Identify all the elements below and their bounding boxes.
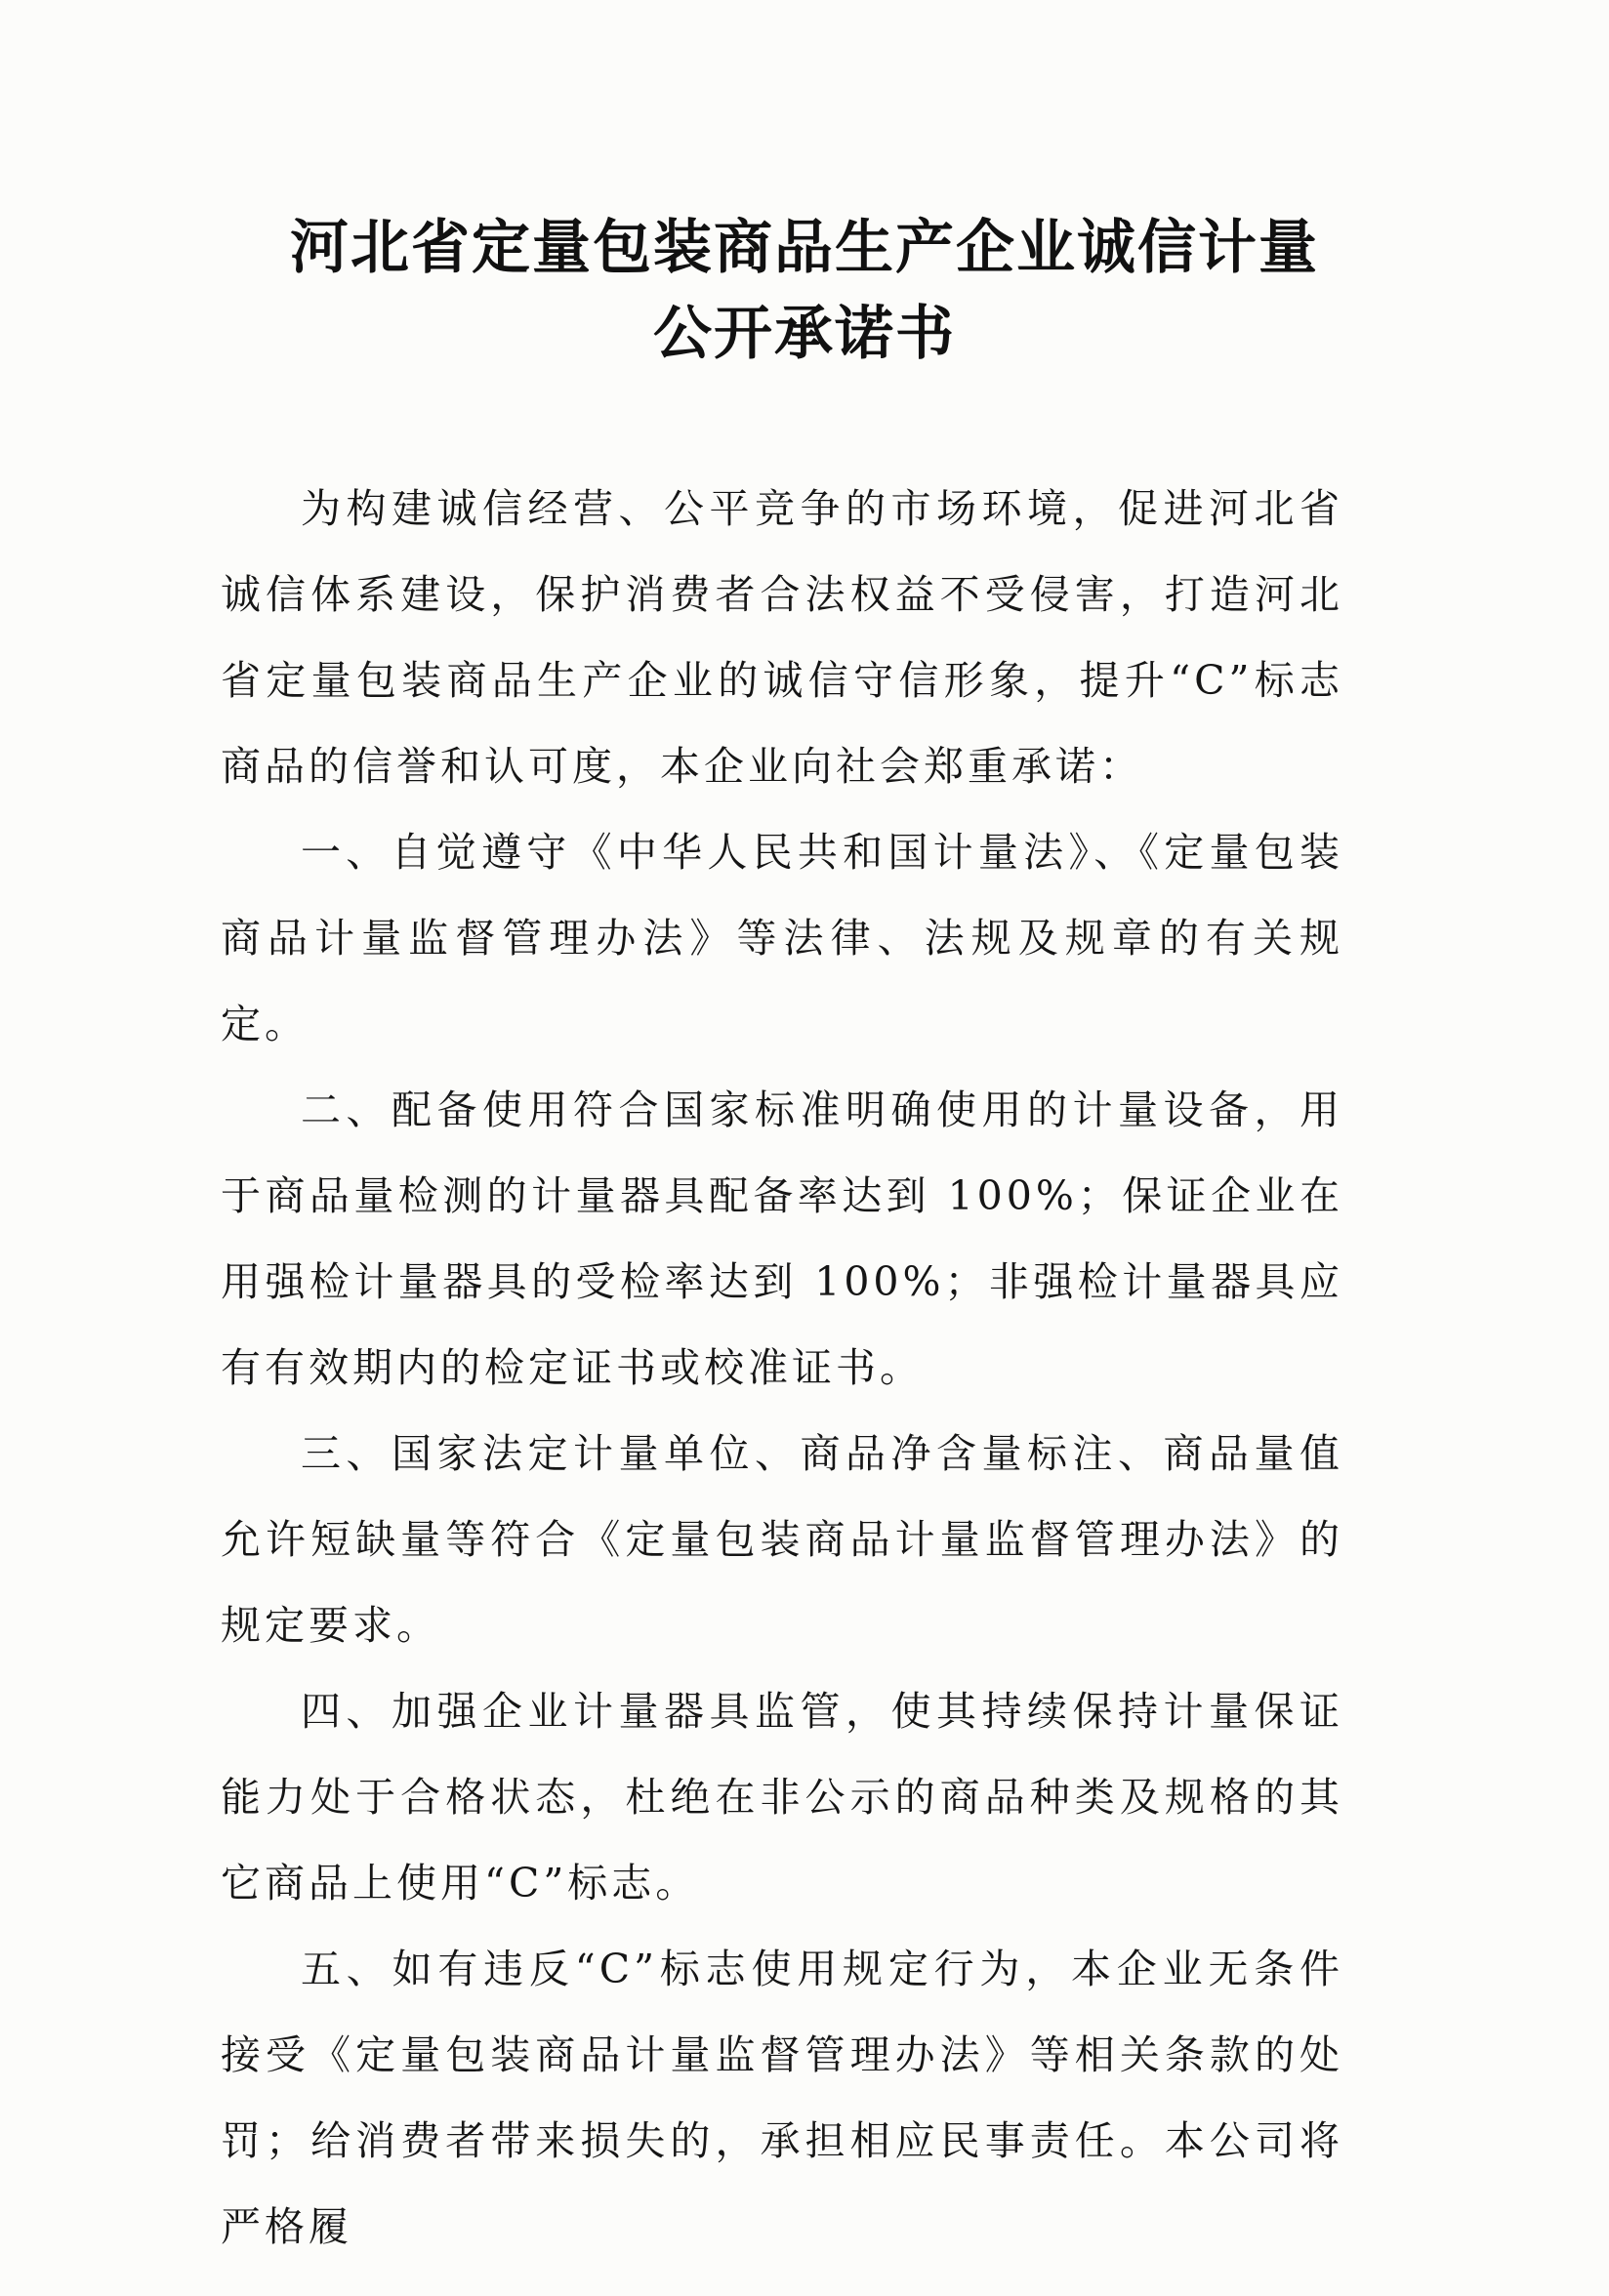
paragraph-item-3: 三、国家法定计量单位、商品净含量标注、商品量值允许短缺量等符合《定量包装商品计量监督管理办法》的规定要求。: [221, 1430, 1343, 1649]
document-title-line2: 公开承诺书: [653, 300, 956, 368]
document-body: [221, 466, 1343, 2270]
paragraph-item-5: 五、如有违反“C”标志使用规定行为，本企业无条件接受《定量包装商品计量监督管理办法》等相关条款的处罚；给消费者带来损失的，承担相应民事责任。本公司将严格履: [221, 1946, 1343, 2250]
paragraph-intro: 为构建诚信经营、公平竞争的市场环境，促进河北省诚信体系建设，保护消费者合法权益不受侵害，打造河北省定量包装商品生产企业的诚信守信形象，提升“C”标志商品的信誉和认可度，本企业向社会郑重承诺：: [221, 485, 1343, 790]
paragraph-item-1: 一、自觉遵守《中华人民共和国计量法》、《定量包装商品计量监督管理办法》等法律、法规及规章的有关规定。: [221, 829, 1343, 1047]
paragraph-item-4: 四、加强企业计量器具监管，使其持续保持计量保证能力处于合格状态，杜绝在非公示的商品种类及规格的其它商品上使用“C”标志。: [221, 1688, 1343, 1906]
document-title-line1: 河北省定量包装商品生产企业诚信计量: [290, 214, 1319, 282]
paragraph-item-2: 二、配备使用符合国家标准明确使用的计量设备，用于商品量检测的计量器具配备率达到 100%；保证企业在用强检计量器具的受检率达到 100%；非强检计量器具应有有效期内的检定证书或校准证书。: [221, 1086, 1343, 1391]
